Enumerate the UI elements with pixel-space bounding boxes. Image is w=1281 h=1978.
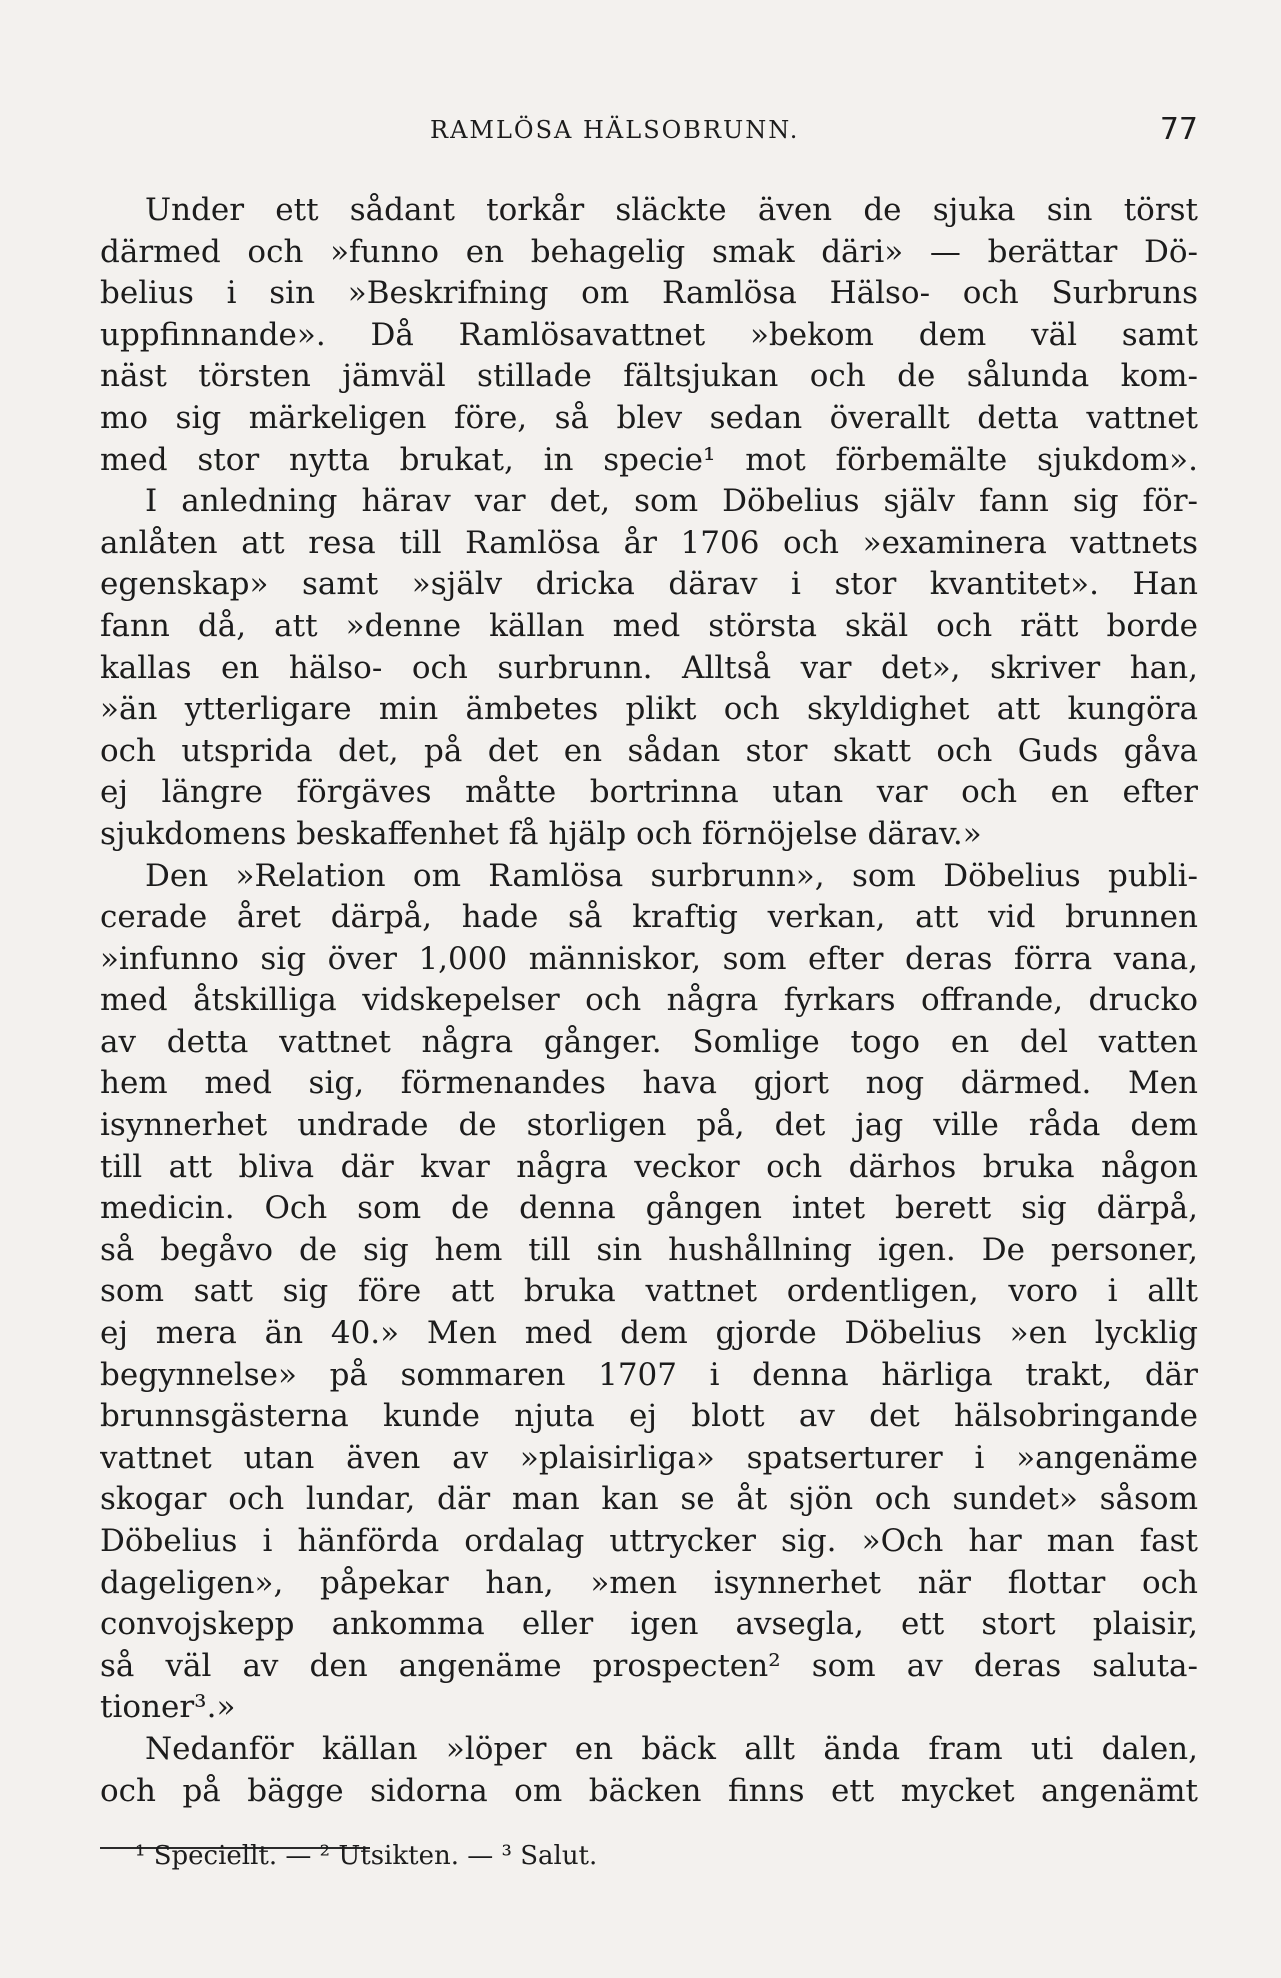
text-line: och utsprida det, på det en sådan stor skatt och Guds gåva — [100, 732, 1198, 769]
running-head — [100, 110, 1198, 150]
text-line: isynnerhet undrade de storligen på, det jag ville råda dem — [100, 1107, 1198, 1144]
text-line: hem med sig, förmenandes hava gjort nog därmed. Men — [100, 1065, 1198, 1102]
footnotes: ¹ Speciellt. — ² Utsikten. — ³ Salut. — [135, 1841, 598, 1871]
text-line: näst törsten jämväl stillade fältsjukan och de sålunda kom- — [100, 358, 1198, 395]
page-number: 77 — [1159, 112, 1198, 147]
body-text — [100, 190, 1198, 1812]
text-line: »infunno sig över 1,000 människor, som efter deras förra vana, — [100, 940, 1198, 977]
text-line: med åtskilliga vidskepelser och några fyrkars offrande, drucko — [100, 982, 1198, 1019]
text-line: med stor nytta brukat, in specie¹ mot förbemälte sjukdom». — [100, 441, 1198, 478]
text-line: dageligen», påpekar han, »men isynnerhet när flottar och — [100, 1564, 1198, 1601]
text-line: som satt sig före att bruka vattnet ordentligen, voro i allt — [100, 1273, 1198, 1310]
text-line: Nedanför källan »löper en bäck allt ända fram uti dalen, — [145, 1730, 1198, 1767]
text-line: och på bägge sidorna om bäcken finns ett mycket angenämt — [100, 1772, 1198, 1809]
text-line: Under ett sådant torkår släckte även de sjuka sin törst — [145, 192, 1198, 228]
text-line: anlåten att resa till Ramlösa år 1706 och »examinera vattnets — [100, 524, 1198, 561]
text-line: så väl av den angenäme prospecten² som av deras saluta- — [100, 1647, 1198, 1684]
text-line: uppfinnande». Då Ramlösavattnet »bekom dem väl samt — [100, 316, 1198, 353]
text-line: så begåvo de sig hem till sin hushållning igen. De personer, — [100, 1231, 1198, 1268]
text-line: brunnsgästerna kunde njuta ej blott av det hälsobringande — [100, 1398, 1198, 1435]
text-line: I anledning härav var det, som Döbelius själv fann sig för- — [145, 483, 1198, 520]
text-line: begynnelse» på sommaren 1707 i denna härliga trakt, där — [100, 1356, 1198, 1393]
text-line: fann då, att »denne källan med största skäl och rätt borde — [100, 607, 1198, 644]
text-line: vattnet utan även av »plaisirliga» spatserturer i »angenäme — [100, 1439, 1198, 1476]
text-line: skogar och lundar, där man kan se åt sjön och sundet» såsom — [100, 1481, 1198, 1518]
text-line: medicin. Och som de denna gången intet berett sig därpå, — [100, 1190, 1198, 1227]
text-line: sjukdomens beskaffenhet få hjälp och förnöjelse därav.» — [100, 815, 982, 852]
running-title: RAMLÖSA HÄLSOBRUNN. — [430, 116, 800, 144]
text-line: ej mera än 40.» Men med dem gjorde Döbelius »en lycklig — [100, 1315, 1198, 1352]
text-line: cerade året därpå, hade så kraftig verkan, att vid brunnen — [100, 899, 1198, 936]
text-line: kallas en hälso- och surbrunn. Alltså var det», skriver han, — [100, 649, 1198, 686]
text-line: »än ytterligare min ämbetes plikt och skyldighet att kungöra — [100, 691, 1198, 728]
text-line: tioner³.» — [100, 1689, 236, 1726]
text-line: Döbelius i hänförda ordalag uttrycker sig. »Och har man fast — [100, 1523, 1198, 1559]
text-line: ej längre förgäves måtte bortrinna utan var och en efter — [100, 774, 1198, 811]
text-line: till att bliva där kvar några veckor och därhos bruka någon — [100, 1148, 1198, 1185]
text-line: Den »Relation om Ramlösa surbrunn», som Döbelius publi- — [145, 857, 1198, 894]
text-line: av detta vattnet några gånger. Somlige togo en del vatten — [100, 1023, 1198, 1060]
text-line: mo sig märkeligen före, så blev sedan överallt detta vattnet — [100, 399, 1198, 436]
text-line: convojskepp ankomma eller igen avsegla, ett stort plaisir, — [100, 1606, 1198, 1643]
text-line: därmed och »funno en behagelig smak däri» — berättar Dö- — [100, 233, 1198, 270]
text-line: egenskap» samt »själv dricka därav i stor kvantitet». Han — [100, 566, 1198, 603]
text-line: belius i sin »Beskrifning om Ramlösa Hälso- och Surbruns — [100, 275, 1198, 312]
